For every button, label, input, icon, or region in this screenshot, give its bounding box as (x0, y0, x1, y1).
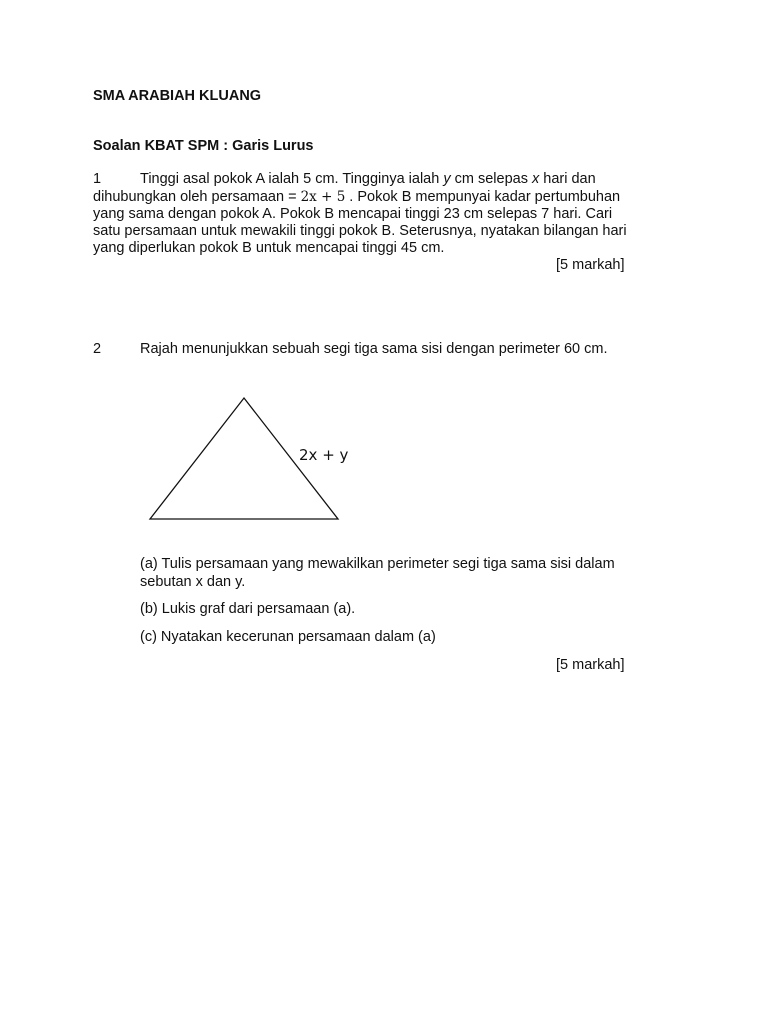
question-1-line-3: yang sama dengan pokok A. Pokok B mencapai tinggi 23 cm selepas 7 hari. Cari (93, 206, 613, 222)
q1-var-y: y (443, 171, 451, 187)
question-2-number: 2 (93, 341, 102, 357)
q1-text-1: Tinggi asal pokok A ialah 5 cm. Tingginya ialah (140, 171, 444, 187)
question-2-part-b: (b) Lukis graf dari persamaan (a). (140, 601, 356, 617)
question-2-part-a-line-2: sebutan x dan y. (140, 574, 246, 590)
q1-text-5: . Pokok B mempunyai kadar pertumbuhan (345, 189, 621, 205)
question-1-marks: [5 markah] (556, 257, 625, 273)
q1-text-4: dihubungkan oleh persamaan = (93, 189, 301, 205)
question-2-text: Rajah menunjukkan sebuah segi tiga sama sisi dengan perimeter 60 cm. (140, 341, 608, 357)
question-2-part-a-line-1: (a) Tulis persamaan yang mewakilkan perimeter segi tiga sama sisi dalam (140, 556, 615, 572)
school-name: SMA ARABIAH KLUANG (93, 88, 262, 104)
topic-title: Soalan KBAT SPM : Garis Lurus (93, 138, 314, 154)
question-2-marks: [5 markah] (556, 657, 625, 673)
q1-text-3: hari dan (539, 171, 596, 187)
q1-equation: 2x + 5 (300, 189, 346, 205)
question-1-line-5: yang diperlukan pokok B untuk mencapai tinggi 45 cm. (93, 240, 445, 256)
question-1-line-4: satu persamaan untuk mewakili tinggi pokok B. Seterusnya, nyatakan bilangan hari (93, 223, 627, 239)
question-1-number: 1 (93, 171, 102, 187)
question-2-part-c: (c) Nyatakan kecerunan persamaan dalam (a) (140, 629, 436, 645)
q1-text-2: cm selepas (450, 171, 532, 187)
q1-var-x: x (532, 171, 540, 187)
triangle-side-label: 2x + y (299, 446, 349, 464)
